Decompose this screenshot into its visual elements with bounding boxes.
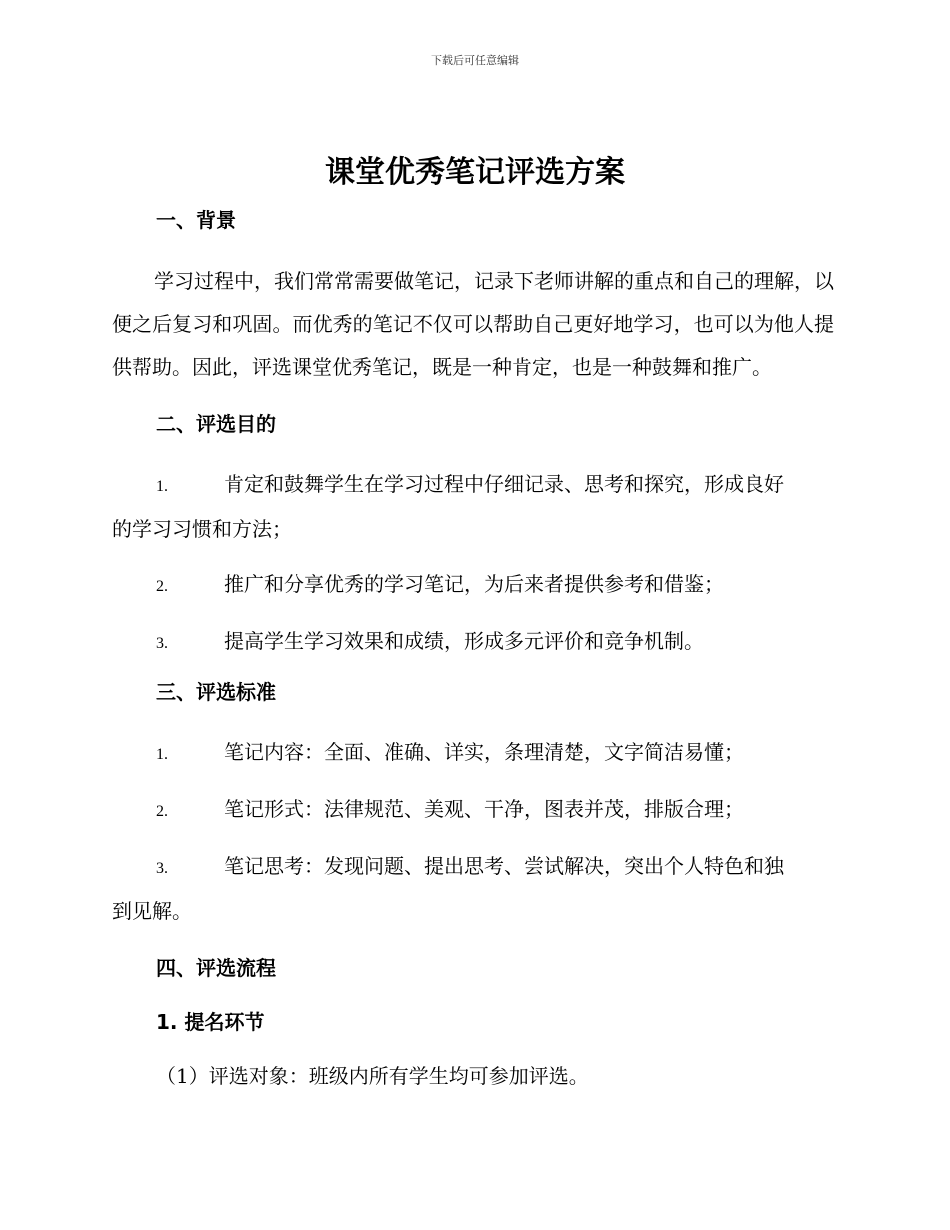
list-item-number: 2. [156, 803, 168, 820]
list-item-number: 3. [156, 860, 168, 877]
list-item-text: 笔记思考：发现问题、提出思考、尝试解决，突出个人特色和独 [224, 854, 784, 878]
list-item-continuation: 的学习习惯和方法； [112, 517, 292, 541]
process-item: （1）评选对象：班级内所有学生均可参加评选。 [156, 1064, 589, 1088]
list-item-text: 提高学生学习效果和成绩，形成多元评价和竞争机制。 [224, 629, 704, 653]
list-item-number: 3. [156, 635, 168, 652]
list-item [112, 620, 834, 665]
list-item [112, 463, 834, 508]
list-item-number: 2. [156, 578, 168, 595]
document-title: 课堂优秀笔记评选方案 [325, 155, 625, 190]
document-body [112, 205, 834, 1091]
section-heading-background: 一、背景 [156, 208, 236, 232]
section-heading-criteria: 三、评选标准 [156, 680, 276, 704]
list-item [112, 788, 834, 833]
list-item-number: 1. [156, 478, 168, 495]
section-heading-purpose: 二、评选目的 [156, 412, 276, 436]
subsection-heading-nomination: 1. 提名环节 [156, 1010, 265, 1034]
page-header-note: 下载后可任意编辑 [431, 54, 519, 67]
list-item-text: 笔记内容：全面、准确、详实，条理清楚，文字简洁易懂； [224, 740, 744, 764]
list-item [112, 563, 834, 608]
list-item-text: 笔记形式：法律规范、美观、干净，图表并茂，排版合理； [224, 797, 744, 821]
list-item [112, 845, 834, 890]
list-item [112, 731, 834, 776]
list-item-continuation: 到见解。 [112, 899, 192, 923]
background-paragraph: 学习过程中，我们常常需要做笔记，记录下老师讲解的重点和自己的理解，以便之后复习和巩固。而优秀的笔记不仅可以帮助自己更好地学习，也可以为他人提供帮助。因此，评选课堂优秀笔记，既是一种肯定，也是一种鼓舞和推广。 [112, 269, 834, 379]
list-item-text: 肯定和鼓舞学生在学习过程中仔细记录、思考和探究，形成良好 [224, 472, 784, 496]
list-item-text: 推广和分享优秀的学习笔记，为后来者提供参考和借鉴； [224, 572, 724, 596]
list-item-number: 1. [156, 746, 168, 763]
section-heading-process: 四、评选流程 [156, 956, 276, 980]
